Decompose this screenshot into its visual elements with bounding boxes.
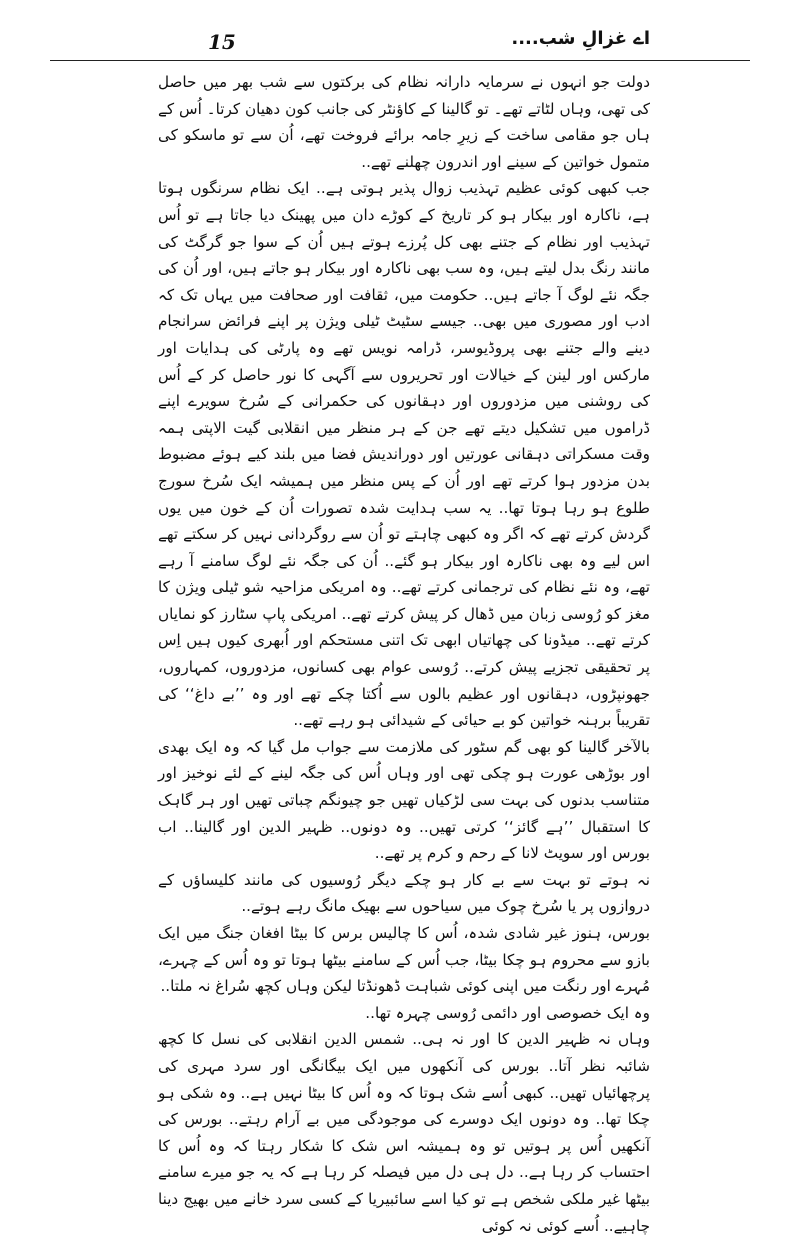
page-number: 15	[208, 30, 236, 54]
body-text	[158, 69, 650, 1239]
running-title: اے غزالِ شب....	[511, 28, 650, 49]
paragraph: بورس، ہنوز غیر شادی شدہ، اُس کا چالیس برس کا بیٹا افغان جنگ میں ایک بازو سے محروم ہو چکا بیٹا، جب اُس کے سامنے بیٹھا ہوتا تو وہ اُس کے چہرے، مُہرے اور رنگت میں اپنی کوئی شباہت ڈھونڈتا لیکن وہاں کچھ سُراغ نہ ملتا..	[158, 924, 650, 996]
paragraph: وہاں نہ ظہیر الدین کا اور نہ ہی.. شمس الدین انقلابی کی نسل کا کچھ شائبہ نظر آتا.. بورس کی آنکھوں میں ایک بیگانگی اور سرد مہری کی پرچھائیاں تھیں.. کبھی اُسے شک ہوتا کہ وہ اُس کا بیٹا نہیں ہے.. وہ شکی ہو چکا تھا.. وہ دونوں ایک دوسرے کی موجودگی میں بے آرام رہتے.. بورس کی آنکھیں اُس پر ہوتیں تو وہ ہمیشہ اس شک کا شکار رہتا کہ وہ اُس کا احتساب کر رہا ہے.. دل ہی دل میں فیصلہ کر رہا ہے کہ یہ جو میرے سامنے بیٹھا غیر ملکی شخص ہے تو کیا اسے سائبیریا کے کسی سرد خانے میں بھیج دینا چاہیے.. اُسے کوئی نہ کوئی	[158, 1030, 650, 1235]
page-header	[50, 26, 750, 61]
paragraph: نہ ہوتے تو بہت سے بے کار ہو چکے دیگر رُوسیوں کی مانند کلیساؤں کے دروازوں پر یا سُرخ چوک میں سیاحوں سے بھیک مانگ رہے ہوتے..	[158, 870, 650, 916]
paragraph: دولت جو انہوں نے سرمایہ دارانہ نظام کی برکتوں سے شب بھر میں حاصل کی تھی، وہاں لٹاتے تھے۔ تو گالینا کے کاؤنٹر کی جانب کون دھیان کرتا۔ اُس کے ہاں جو مقامی ساخت کے زیرِ جامہ برائے فروخت تھے، اُن سے تو ماسکو کی متمول خواتین کے سینے اور اندرون چھلنے تھے..	[158, 73, 650, 171]
paragraph: وہ ایک خصوصی اور دائمی رُوسی چہرہ تھا..	[365, 1003, 650, 1022]
paragraph: بالآخر گالینا کو بھی گم سٹور کی ملازمت سے جواب مل گیا کہ وہ ایک بھدی اور بوڑھی عورت ہو چکی تھی اور وہاں اُس کی جگہ لینے کے لئے نوخیز اور متناسب بدنوں کی بہت سی لڑکیاں تھیں جو چیونگم چباتی تھیں اور ہر گاہک کا استقبال ’’ہے گائز‘‘ کرتی تھیں.. وہ دونوں.. ظہیر الدین اور گالینا.. اب بورس اور سویٹ لانا کے رحم و کرم پر تھے..	[158, 737, 650, 863]
paragraph: جب کبھی کوئی عظیم تہذیب زوال پذیر ہوتی ہے.. ایک نظام سرنگوں ہوتا ہے، ناکارہ اور بیکار ہو کر تاریخ کے کوڑے دان میں پھینک دیا جاتا ہے تو اُس تہذیب اور نظام کے جتنے بھی کل پُرزے ہوتے ہیں اُن کے سوا جو گرگٹ کی مانند رنگ بدل لیتے ہیں، وہ سب بھی ناکارہ اور بیکار ہو جاتے ہیں، اور اُن کی جگہ نئے لوگ آ جاتے ہیں.. حکومت میں، ثقافت اور صحافت میں یہاں تک کہ ادب اور مصوری میں بھی.. جیسے سٹیٹ ٹیلی ویژن پر اپنے فرائض سرانجام دینے والے جتنے بھی پروڈیوسر، ڈرامہ نویس تھے وہ پارٹی کی ہدایات اور مارکس اور لینن کے خیالات اور تحریروں سے آگہی کا نور حاصل کر کے اُس کی روشنی میں مزدوروں اور دہقانوں کی حکمرانی کے سُرخ سویرے اپنے ڈراموں میں تشکیل دیتے تھے جن کے ہر منظر میں انقلابی گیت الاپتی ہمہ وقت مسکراتی دہقانی عورتیں اور دوراندیش فضا میں بلند کیے ہوئے مضبوط بدن مزدور ہوا کرتے تھے اور اُن کے پس منظر میں ہمیشہ ایک سُرخ سورج طلوع ہو رہا ہوتا تھا.. یہ سب ہدایت شدہ تصورات اُن کے خون میں یوں گردش کرتے تھے کہ اگر وہ کبھی چاہتے تو اُن سے روگردانی نہیں کر سکتے تھے اس لیے وہ بھی ناکارہ اور بیکار ہو گئے.. اُن کی جگہ نئے لوگ سامنے آ رہے تھے، وہ نئے نظام کی ترجمانی کرتے تھے.. وہ امریکی مزاحیہ شو ٹیلی ویژن کا مغز کو رُوسی زبان میں ڈھال کر پیش کرتے تھے.. امریکی پاپ سٹارز کو نمایاں کرتے تھے.. میڈونا کی چھاتیاں ابھی تک اتنی مستحکم اور اُبھری کیوں ہیں اِس پر تحقیقی تجزیے پیش کرتے.. رُوسی عوام بھی کسانوں، مزدوروں، کمہاروں، جھونپڑوں، دہقانوں اور عظیم بالوں سے اُکتا چکے تھے اور وہ ’’بے داغ‘‘ کی تقریباً برہنہ خواتین کو بے حیائی کے شیدائی ہو رہے تھے..	[158, 179, 650, 730]
